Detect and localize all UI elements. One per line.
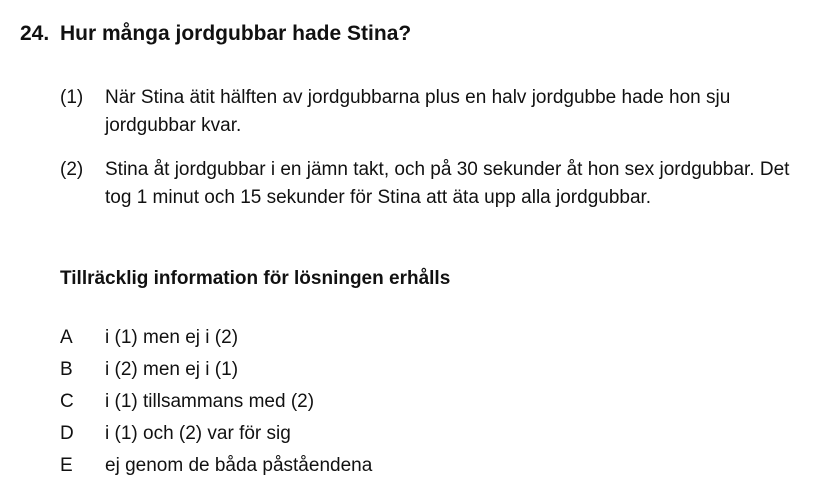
option-a-text: i (1) men ej i (2) — [105, 327, 239, 348]
option-d[interactable] — [60, 418, 372, 450]
option-b-letter: B — [60, 359, 73, 380]
question-number: 24. — [20, 22, 50, 45]
statement-2-text: Stina åt jordgubbar i en jämn takt, och på 30 sekunder åt hon sex jordgubbar. Det tog 1 minut och 15 sekunder för Stina att äta upp alla jordgubbar. — [105, 159, 790, 208]
statement-1 — [60, 84, 800, 140]
option-c-letter: C — [60, 391, 74, 412]
question-title: Hur många jordgubbar hade Stina? — [60, 22, 412, 45]
option-b[interactable] — [60, 354, 372, 386]
option-e-text: ej genom de båda påståendena — [105, 455, 373, 476]
answer-prompt: Tillräcklig information för lösningen erhålls — [60, 268, 451, 289]
option-d-letter: D — [60, 423, 74, 444]
answer-options — [60, 322, 372, 482]
option-e[interactable] — [60, 450, 372, 482]
statement-1-text: När Stina ätit hälften av jordgubbarna plus en halv jordgubbe hade hon sju jordgubbar kvar. — [105, 87, 731, 136]
option-d-text: i (1) och (2) var för sig — [105, 423, 291, 444]
option-e-letter: E — [60, 455, 73, 476]
option-a-letter: A — [60, 327, 73, 348]
option-a[interactable] — [60, 322, 372, 354]
statement-2 — [60, 156, 800, 212]
question-header — [20, 22, 411, 46]
statement-1-label: (1) — [60, 87, 84, 108]
option-c[interactable] — [60, 386, 372, 418]
option-c-text: i (1) tillsammans med (2) — [105, 391, 315, 412]
option-b-text: i (2) men ej i (1) — [105, 359, 239, 380]
statement-2-label: (2) — [60, 159, 84, 180]
